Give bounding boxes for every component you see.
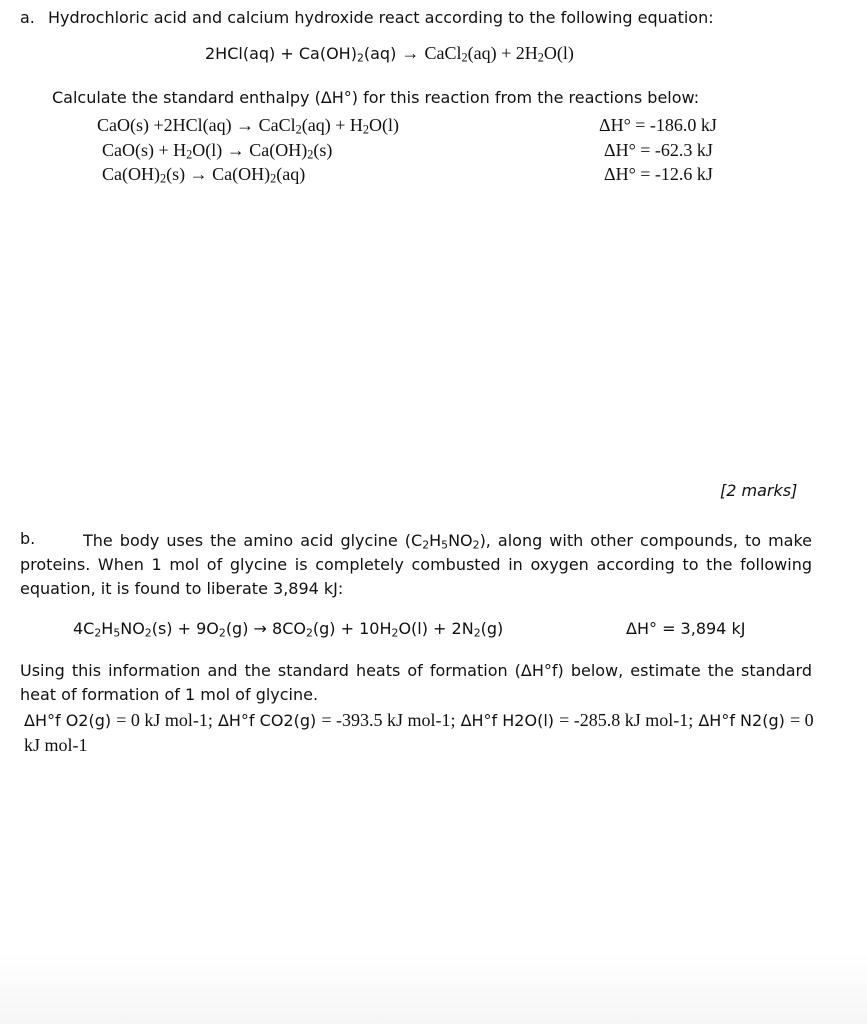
question-b-label: b. (20, 529, 36, 548)
reaction-row: $Ca(OH)_2(s) \to Ca(OH)_2(aq)$ (102, 164, 306, 186)
reaction-row: $CaO(s) + H_2O(l) \to Ca(OH)_2(s)$ (102, 140, 333, 162)
reaction-row: CaO(s) +2HCl(aq) → CaCl$_2$(aq) + $H_2O(l)$ (97, 115, 400, 137)
formation-h2o: ΔH°f H2O(l) = -285.8 kJ mol-1; (460, 710, 694, 730)
main-equation: $2HCl(aq) + Ca(OH)_2(aq)$ → CaCl$_2$(aq) + $2H_2O(l)$ (205, 43, 574, 65)
formation-values (24, 708, 816, 758)
reaction-enthalpy: ΔH° = -62.3 kJ (604, 140, 713, 160)
formation-co2: ΔH°f CO2(g) = -393.5 kJ mol-1; (217, 710, 456, 730)
question-a-label: a. (20, 8, 35, 27)
marks-label: [2 marks] (720, 481, 798, 500)
question-a-intro: Hydrochloric acid and calcium hydroxide react according to the following equation: (48, 8, 714, 27)
formation-o2: ΔH°f O2(g) = 0 kJ mol-1; (24, 710, 213, 730)
question-b-instruction: Using this information and the standard heats of formation (ΔH°f) below, estimate the standard heat of formation of 1 mol of glycine. (20, 661, 812, 704)
formation-n2: ΔH°f N2(g) = 0 kJ mol-1 (24, 710, 814, 755)
combustion-enthalpy: ΔH° = 3,894 kJ (626, 619, 746, 638)
page-footer-shade (0, 952, 867, 1024)
instruction-text: Calculate the standard enthalpy (ΔH°) for this reaction from the reactions below: (52, 88, 700, 107)
reaction-enthalpy: ΔH° = -186.0 kJ (599, 115, 717, 135)
combustion-equation: $4C_2H_5NO_2(s) + 9O_2(g) \to 8CO_2(g) + 10H_2O(l) + 2N_2(g)$ (73, 619, 504, 640)
question-b-paragraph: The body uses the amino acid glycine $(C_2H_5NO_2)$, along with other compounds, to make proteins. When 1 mol of glycine is completely combusted in oxygen according to the following equation, it is found to liberate 3,894 kJ: (20, 531, 812, 598)
reaction-enthalpy: ΔH° = -12.6 kJ (604, 164, 713, 184)
